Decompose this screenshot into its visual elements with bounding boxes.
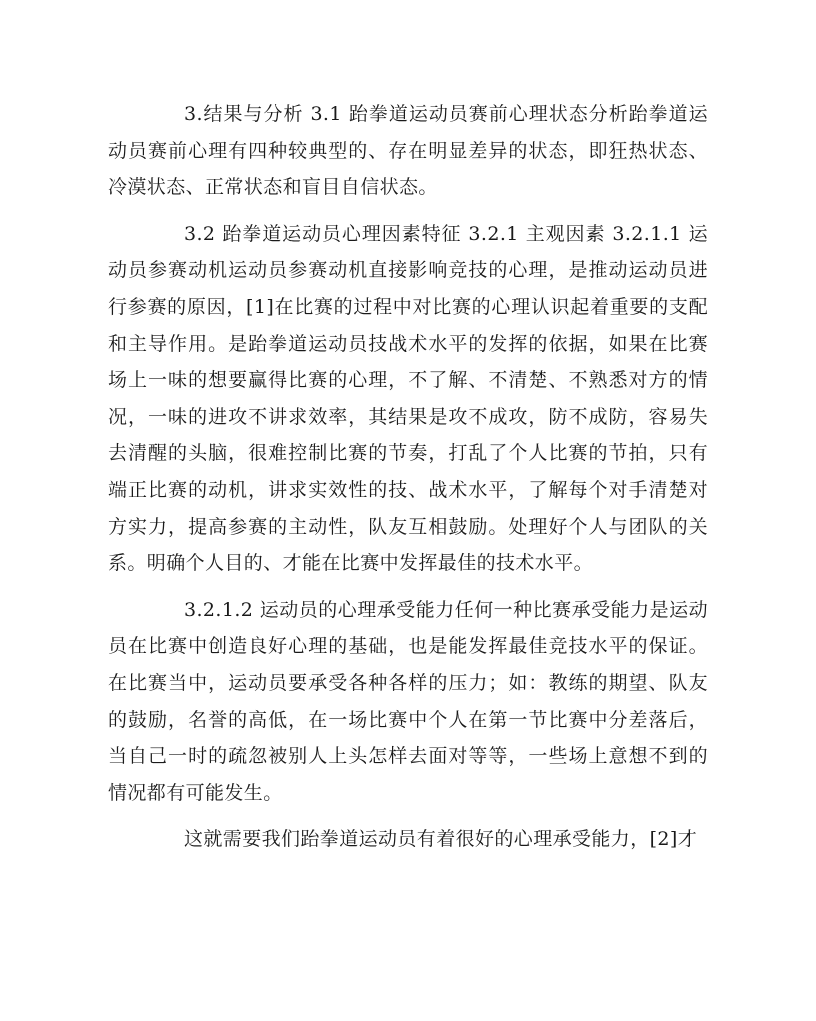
paragraph-continuation: 这就需要我们跆拳道运动员有着很好的心理承受能力，[2]才 xyxy=(184,828,698,851)
document-body xyxy=(108,96,708,868)
paragraph-results-analysis: 3.结果与分析 3.1 跆拳道运动员赛前心理状态分析跆拳道运动员赛前心理有四种较典型的、存在明显差异的状态，即狂热状态、冷漠状态、正常状态和盲目自信状态。 xyxy=(108,103,708,199)
paragraph-stress-tolerance: 3.2.1.2 运动员的心理承受能力任何一种比赛承受能力是运动员在比赛中创造良好心理的基础，也是能发挥最佳竞技水平的保证。在比赛当中，运动员要承受各种各样的压力；如：教练的期望、队友的鼓励，名誉的高低，在一场比赛中个人在第一节比赛中分差落后，当自己一时的疏忽被别人上头怎样去面对等等，一些场上意想不到的情况都有可能发生。 xyxy=(108,598,708,804)
paragraph-psychological-factors: 3.2 跆拳道运动员心理因素特征 3.2.1 主观因素 3.2.1.1 运动员参赛动机运动员参赛动机直接影响竞技的心理，是推动运动员进行参赛的原因，[1]在比赛的过程中对比赛的心理认识起着重要的支配和主导作用。是跆拳道运动员技战术水平的发挥的依据，如果在比赛场上一味的想要赢得比赛的心理，不了解、不清楚、不熟悉对方的情况，一味的进攻不讲求效率，其结果是攻不成攻，防不成防，容易失去清醒的头脑，很难控制比赛的节奏，打乱了个人比赛的节拍，只有端正比赛的动机，讲求实效性的技、战术水平，了解每个对手清楚对方实力，提高参赛的主动性，队友互相鼓励。处理好个人与团队的关系。明确个人目的、才能在比赛中发挥最佳的技术水平。 xyxy=(108,222,708,575)
